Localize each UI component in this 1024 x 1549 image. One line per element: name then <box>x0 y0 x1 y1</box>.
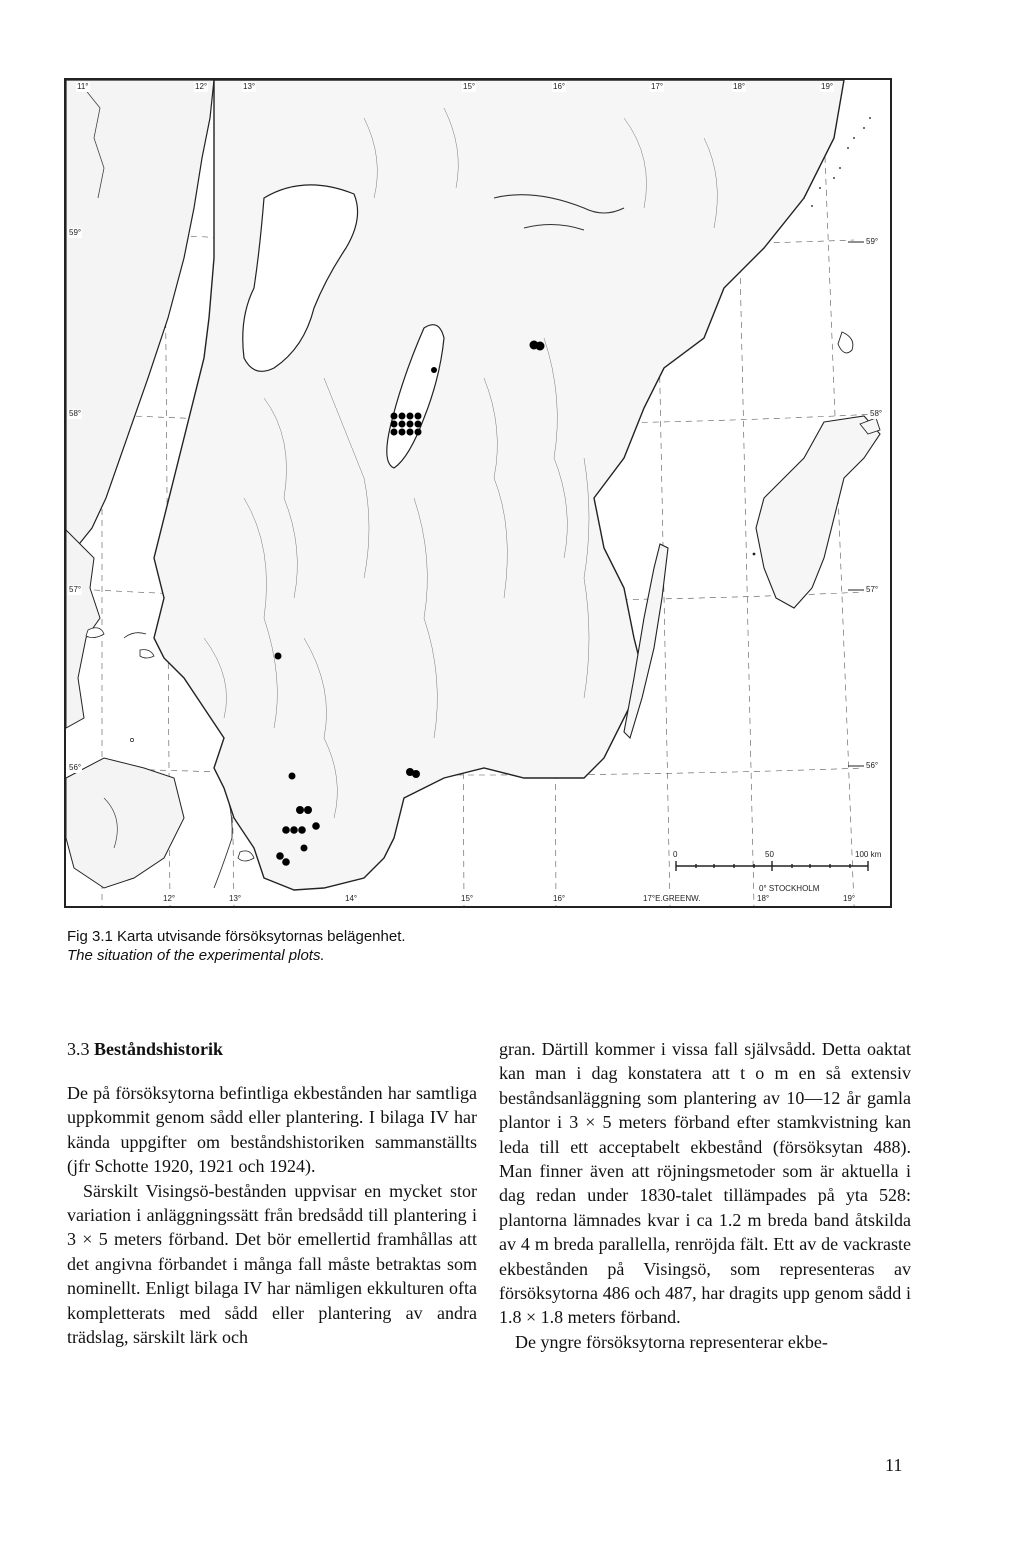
plot-marker <box>431 367 437 373</box>
longitude-label-bottom: 15° <box>461 894 474 903</box>
longitude-label-top: 11° <box>77 82 89 91</box>
plot-marker <box>391 429 398 436</box>
scale-label-mid: 50 <box>765 850 774 859</box>
latitude-label-left: 56° <box>69 763 82 772</box>
plot-marker <box>282 826 290 834</box>
latitude-label-left: 58° <box>69 409 82 418</box>
plot-marker <box>275 653 282 660</box>
scale-label-end: 100 km <box>855 850 882 859</box>
longitude-label-top: 18° <box>733 82 746 91</box>
plot-marker <box>298 826 306 834</box>
figure-caption-swedish <box>67 928 406 946</box>
section-number: 3.3 <box>67 1039 90 1059</box>
plot-marker <box>399 421 406 428</box>
longitude-label-bottom: 17°E.GREENW. <box>643 894 701 903</box>
plot-marker <box>415 421 422 428</box>
plot-marker <box>407 421 414 428</box>
latitude-label-left: 59° <box>69 228 82 237</box>
longitude-label-top: 15° <box>463 82 476 91</box>
longitude-label-bottom: 16° <box>553 894 566 903</box>
plot-marker <box>304 806 312 814</box>
latitude-label-right: 58° <box>870 409 883 418</box>
plot-marker <box>407 413 414 420</box>
figure-caption-text: Karta utvisande försöksytornas belägenhet. <box>117 928 406 945</box>
longitude-label-bottom: 18° <box>757 894 770 903</box>
plot-marker <box>536 342 545 351</box>
plot-marker <box>290 826 298 834</box>
plot-marker <box>391 413 398 420</box>
paragraph: gran. Därtill kommer i vissa fall självsådd. Detta oaktat kan man i dag konstatera att t o m en så extensiv beståndsanläggning som plantering av 10—12 år gamla plantor i 3 × 5 meters förband efter stamkvistning kan leda till ett acceptabelt ekbestånd (försöksytan 488). Man finner även att röjningsmetoder som är aktuella i dag redan under 1830-talet tillämpades på yta 528: plantorna lämnades kvar i ca 1.2 m breda band åtskilda av 4 m breda parallella, renröjda fält. Ett av de vackraste ekbestånden på Visingsö, som representeras av försöksytorna 486 och 487, har dragits upp genom sådd i 1.8 × 1.8 meters förband. <box>499 1039 911 1328</box>
longitude-label-top: 12° <box>195 82 208 91</box>
plot-marker <box>391 421 398 428</box>
plot-marker <box>282 858 290 866</box>
stockholm-meridian-label: 0° STOCKHOLM <box>759 884 820 893</box>
paragraph: De yngre försöksytorna representerar ekbe- <box>515 1331 828 1352</box>
plot-marker <box>276 852 284 860</box>
longitude-label-top: 17° <box>651 82 664 91</box>
figure-caption-english: The situation of the experimental plots. <box>67 947 325 964</box>
paragraph: Särskilt Visingsö-bestånden uppvisar en mycket stor variation i anläggningssätt från bredsådd till plantering i 3 × 5 meters förband. Det bör emellertid framhållas att det angivna förbandet i många fall måste betraktas som nominellt. Enligt bilaga IV har nämligen ekkulturen ofta kompletterats med sådd eller plantering av andra trädslag, särskilt lärk och <box>67 1180 477 1348</box>
longitude-label-top: 19° <box>821 82 834 91</box>
longitude-label-bottom: 19° <box>843 894 856 903</box>
plot-marker <box>301 845 308 852</box>
section-heading <box>67 1037 477 1061</box>
plot-marker <box>312 822 320 830</box>
map-of-southern-sweden <box>64 78 892 908</box>
section-title: Beståndshistorik <box>94 1039 224 1059</box>
latitude-label-left: 57° <box>69 585 82 594</box>
scale-label-start: 0 <box>673 850 678 859</box>
plot-marker <box>407 429 414 436</box>
latitude-label-right: 59° <box>866 237 879 246</box>
plot-marker <box>415 429 422 436</box>
longitude-label-bottom: 12° <box>163 894 176 903</box>
plot-marker <box>415 413 422 420</box>
plot-marker <box>399 413 406 420</box>
longitude-label-bottom: 14° <box>345 894 358 903</box>
page-number: 11 <box>885 1455 903 1475</box>
figure-number: Fig 3.1 <box>67 928 113 945</box>
map-figure <box>64 78 892 908</box>
text-column-left <box>67 1037 477 1349</box>
text-column-right <box>499 1037 911 1354</box>
longitude-label-bottom: 13° <box>229 894 242 903</box>
latitude-label-right: 57° <box>866 585 879 594</box>
paragraph: De på försöksytorna befintliga ekbestånden har samtliga uppkommit genom sådd eller plantering. I bilaga IV har kända uppgifter om beståndshistoriken sammanställts (jfr Schotte 1920, 1921 och 1924). <box>67 1083 477 1177</box>
longitude-label-top: 13° <box>243 82 256 91</box>
plot-marker <box>412 770 420 778</box>
plot-marker <box>399 429 406 436</box>
plot-marker <box>289 773 296 780</box>
longitude-label-top: 16° <box>553 82 566 91</box>
latitude-label-right: 56° <box>866 761 879 770</box>
plot-marker <box>296 806 304 814</box>
